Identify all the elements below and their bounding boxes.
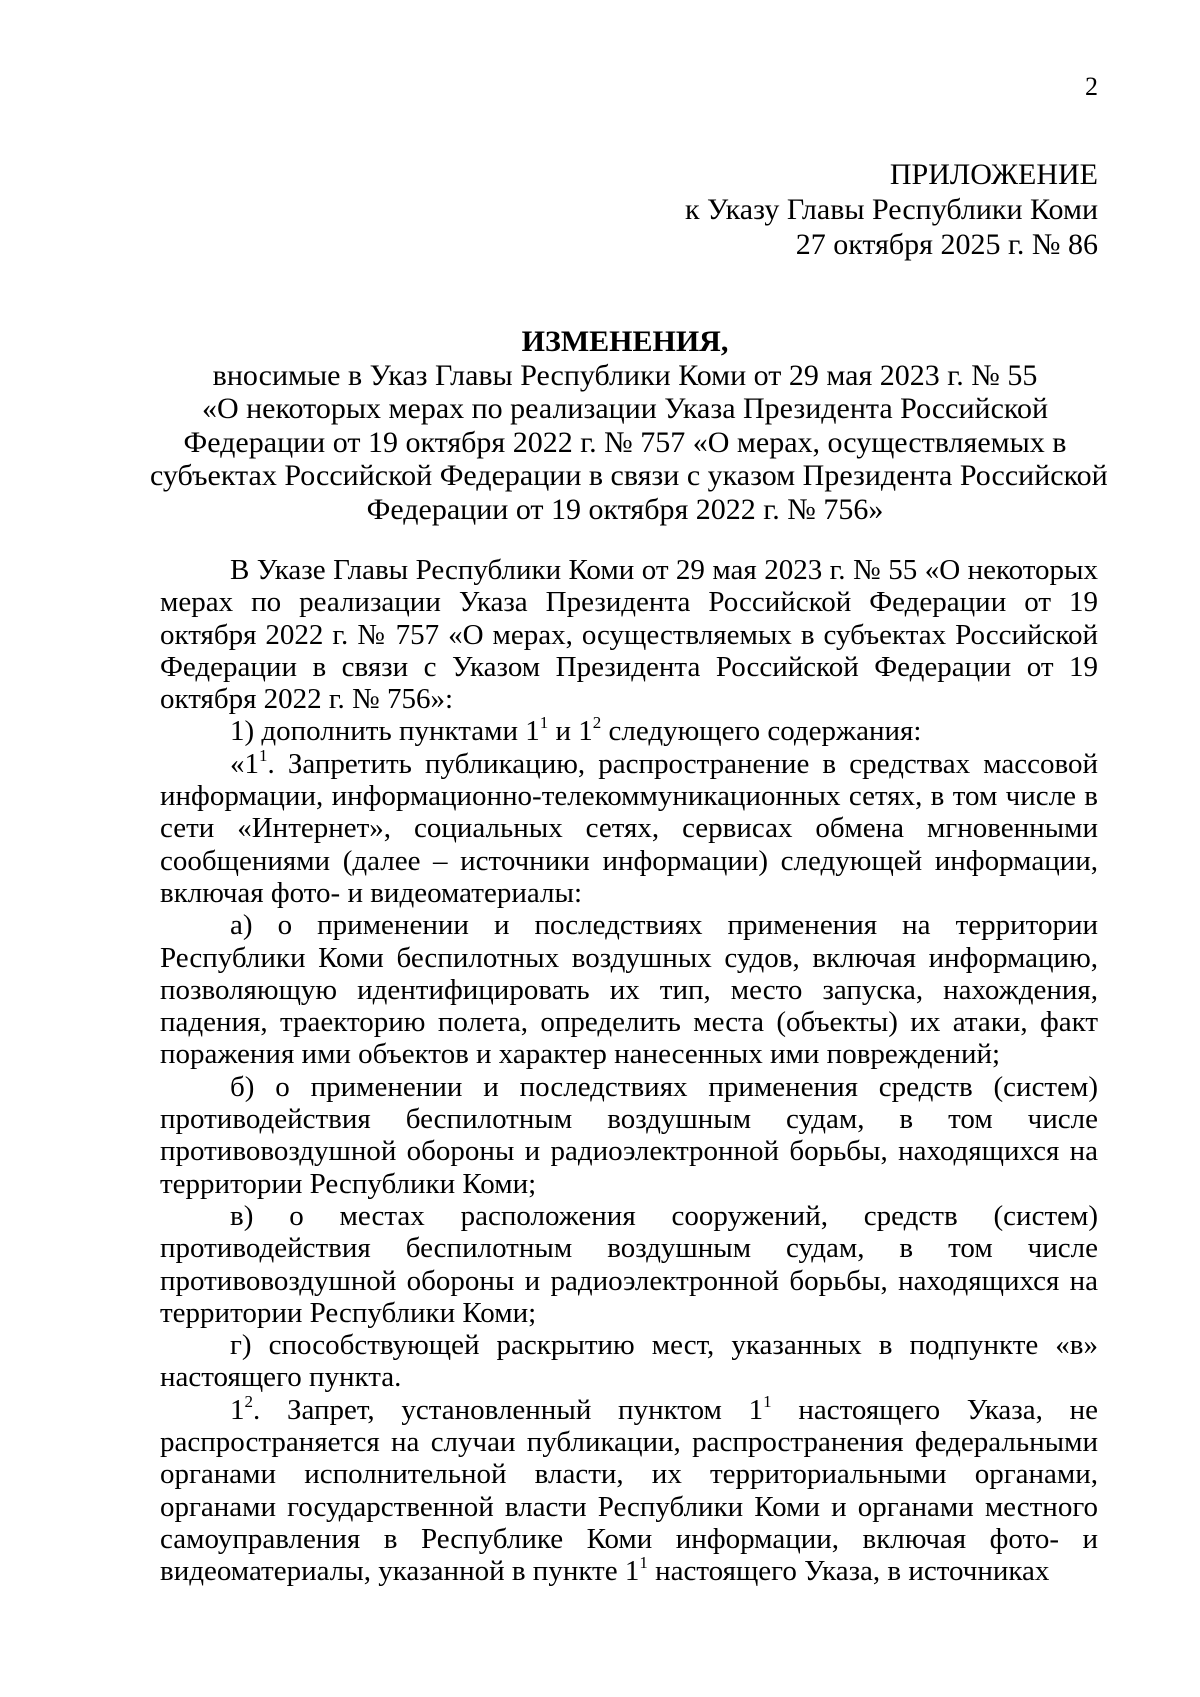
text-run: настоящего Указа, не распространяется на случаи публикации, распространения федеральными органами исполнительной власти, их территориальными органами, органами государственной власти Республики Коми и органами местного самоуправления в Республике Коми информации, включая фото- и видеоматериалы, указанной в пункте 1: [160, 1393, 1098, 1588]
document-heading: [150, 325, 1108, 526]
text-run: 1) дополнить пунктами 1: [230, 715, 540, 748]
intro-paragraph: В Указе Главы Республики Коми от 29 мая 2023 г. № 55 «О некоторых мерах по реализации Указа Президента Российской Федерации от 19 октября 2022 г. № 757 «О мерах, осуществляемых в субъектах Российской Федерации в связи с Указом Президента Российской Федерации от 19 октября 2022 г. № 756»:: [160, 554, 1098, 716]
heading-title: ИЗМЕНЕНИЯ,: [521, 325, 729, 358]
subpoint-g-paragraph: г) способствующей раскрытию мест, указанных в подпункте «в» настоящего пункта.: [160, 1329, 1098, 1394]
text-run: следующего содержания:: [601, 715, 922, 748]
appendix-decree-ref: к Указу Главы Республики Коми: [684, 193, 1098, 226]
heading-line: вносимые в Указ Главы Республики Коми от 29 мая 2023 г. № 55: [212, 358, 1038, 392]
document-body: [160, 554, 1098, 1588]
heading-line: субъектах Российской Федерации в связи с указом Президента Российской: [150, 459, 1108, 492]
superscript: 1: [539, 713, 549, 733]
superscript: 1: [763, 1391, 772, 1411]
superscript: 1: [259, 745, 268, 765]
subpoint-b-paragraph: б) о применении и последствиях применения средств (систем) противодействия беспилотным воздушным судам, в том числе противовоздушной обороны и радиоэлектронной борьбы, находящихся на территории Республики Коми;: [160, 1070, 1098, 1200]
appendix-decree-date: 27 октября 2025 г. № 86: [795, 228, 1098, 261]
appendix-title: ПРИЛОЖЕНИЕ: [889, 158, 1098, 191]
heading-line: Федерации от 19 октября 2022 г. № 756»: [366, 492, 884, 526]
appendix-block: [685, 157, 1098, 262]
subpoint-a-paragraph: а) о применении и последствиях применения на территории Республики Коми беспилотных воздушных судов, включая информацию, позволяющую идентифицировать их тип, место запуска, нахождения, падения, траекторию полета, определить места (объекты) их атаки, факт поражения ими объектов и характер нанесенных ими повреждений;: [160, 909, 1098, 1071]
text-run: настоящего Указа, в источниках: [647, 1555, 1050, 1588]
superscript: 2: [244, 1391, 253, 1411]
point-1-2-paragraph: [160, 1391, 1098, 1588]
superscript: 1: [639, 1553, 648, 1573]
superscript: 2: [592, 713, 602, 733]
point-1-1-paragraph: [160, 745, 1098, 909]
page-number: 2: [1085, 72, 1098, 101]
subpoint-v-paragraph: в) о местах расположения сооружений, средств (систем) противодействия беспилотным воздушным судам, в том числе противовоздушной обороны и радиоэлектронной борьбы, находящихся на территории Республики Коми;: [160, 1199, 1098, 1329]
text-run: . Запретить публикацию, распространение в средствах массовой информации, информационно-телекоммуникационных сетях, в том числе в сети «Интернет», социальных сетях, сервисах обмена мгновенными сообщениями (далее – источники информации) следующей информации, включая фото- и видеоматериалы:: [160, 747, 1098, 909]
heading-line: Федерации от 19 октября 2022 г. № 757 «О мерах, осуществляемых в: [183, 425, 1067, 459]
item-1-paragraph: [160, 715, 1098, 747]
text-run: и 1: [548, 715, 593, 748]
text-run: «1: [230, 747, 259, 780]
heading-line: «О некоторых мерах по реализации Указа Президента Российской: [201, 392, 1049, 425]
text-run: 1: [230, 1393, 245, 1426]
text-run: . Запрет, установленный пунктом 1: [253, 1393, 764, 1426]
